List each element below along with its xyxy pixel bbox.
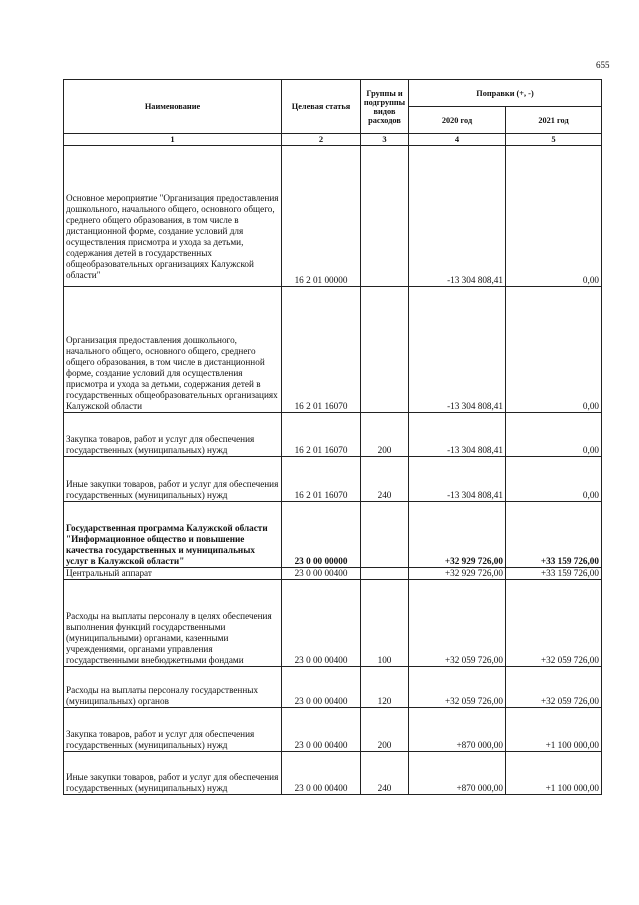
row-name: Иные закупки товаров, работ и услуг для обеспечения государственных (муниципальных) нужд <box>64 457 282 502</box>
row-name: Государственная программа Калужской области "Информационное общество и повышение качества государственных и муниципальных услуг в Калужской области" <box>64 502 282 568</box>
row-amount-2020: +32 929 726,00 <box>409 502 506 568</box>
header-expense-groups: Группы и подгруппы видов расходов <box>361 80 409 134</box>
row-group: 200 <box>361 413 409 457</box>
row-target-code: 23 0 00 00000 <box>282 502 361 568</box>
header-2021: 2021 год <box>506 107 602 134</box>
row-amount-2020: -13 304 808,41 <box>409 413 506 457</box>
table-row <box>64 287 602 413</box>
row-amount-2021: 0,00 <box>506 457 602 502</box>
row-group: 240 <box>361 752 409 795</box>
row-group: 240 <box>361 457 409 502</box>
row-target-code: 23 0 00 00400 <box>282 667 361 708</box>
header-amendments: Поправки (+, -) <box>409 80 602 107</box>
table-row <box>64 413 602 457</box>
row-amount-2020: -13 304 808,41 <box>409 146 506 287</box>
row-name: Иные закупки товаров, работ и услуг для обеспечения государственных (муниципальных) нужд <box>64 752 282 795</box>
row-amount-2020: -13 304 808,41 <box>409 457 506 502</box>
row-amount-2020: +870 000,00 <box>409 752 506 795</box>
row-group <box>361 146 409 287</box>
row-target-code: 16 2 01 00000 <box>282 146 361 287</box>
row-amount-2020: +32 059 726,00 <box>409 580 506 667</box>
row-group: 120 <box>361 667 409 708</box>
column-number: 5 <box>506 134 602 146</box>
row-target-code: 23 0 00 00400 <box>282 580 361 667</box>
row-amount-2020: +32 059 726,00 <box>409 667 506 708</box>
row-group <box>361 287 409 413</box>
row-target-code: 16 2 01 16070 <box>282 457 361 502</box>
row-target-code: 16 2 01 16070 <box>282 287 361 413</box>
page-number: 655 <box>596 60 610 70</box>
row-amount-2021: +1 100 000,00 <box>506 752 602 795</box>
row-amount-2021: 0,00 <box>506 413 602 457</box>
column-number: 1 <box>64 134 282 146</box>
table-row <box>64 568 602 580</box>
column-number: 3 <box>361 134 409 146</box>
row-amount-2021: +33 159 726,00 <box>506 502 602 568</box>
header-name: Наименование <box>64 80 282 134</box>
row-name: Закупка товаров, работ и услуг для обеспечения государственных (муниципальных) нужд <box>64 708 282 752</box>
row-group: 200 <box>361 708 409 752</box>
row-name: Расходы на выплаты персоналу в целях обеспечения выполнения функций государственными (муниципальными) органами, казенными учреждениями, органами управления государственными внебюджетными фондами <box>64 580 282 667</box>
row-amount-2021: 0,00 <box>506 287 602 413</box>
table-row <box>64 580 602 667</box>
row-amount-2021: +32 059 726,00 <box>506 580 602 667</box>
row-name: Основное мероприятие "Организация предоставления дошкольного, начального общего, основного общего, среднего общего образования, в том числе в дистанционной форме, создание условий для осуществления присмотра и ухода за детьми, содержания детей в государственных общеобразовательных организациях Калужской области" <box>64 146 282 287</box>
table-row <box>64 667 602 708</box>
header-2020: 2020 год <box>409 107 506 134</box>
row-group <box>361 502 409 568</box>
row-group: 100 <box>361 580 409 667</box>
row-target-code: 16 2 01 16070 <box>282 413 361 457</box>
column-number: 4 <box>409 134 506 146</box>
row-group <box>361 568 409 580</box>
row-amount-2021: +1 100 000,00 <box>506 708 602 752</box>
column-number-row <box>64 134 602 146</box>
table-row <box>64 457 602 502</box>
table-row <box>64 146 602 287</box>
budget-amendments-table <box>63 79 602 795</box>
column-number: 2 <box>282 134 361 146</box>
table-row <box>64 708 602 752</box>
row-amount-2020: +32 929 726,00 <box>409 568 506 580</box>
row-target-code: 23 0 00 00400 <box>282 708 361 752</box>
row-name: Организация предоставления дошкольного, начального общего, основного общего, среднего общего образования, в том числе в дистанционной форме, создание условий для осуществления присмотра и ухода за детьми, содержания детей в государственных общеобразовательных организациях Калужской области <box>64 287 282 413</box>
table-row <box>64 752 602 795</box>
row-amount-2020: -13 304 808,41 <box>409 287 506 413</box>
row-amount-2021: +32 059 726,00 <box>506 667 602 708</box>
row-name: Расходы на выплаты персоналу государственных (муниципальных) органов <box>64 667 282 708</box>
row-amount-2021: +33 159 726,00 <box>506 568 602 580</box>
table-row <box>64 502 602 568</box>
row-amount-2021: 0,00 <box>506 146 602 287</box>
row-name: Закупка товаров, работ и услуг для обеспечения государственных (муниципальных) нужд <box>64 413 282 457</box>
header-target-article: Целевая статья <box>282 80 361 134</box>
row-name: Центральный аппарат <box>64 568 282 580</box>
row-amount-2020: +870 000,00 <box>409 708 506 752</box>
row-target-code: 23 0 00 00400 <box>282 568 361 580</box>
row-target-code: 23 0 00 00400 <box>282 752 361 795</box>
